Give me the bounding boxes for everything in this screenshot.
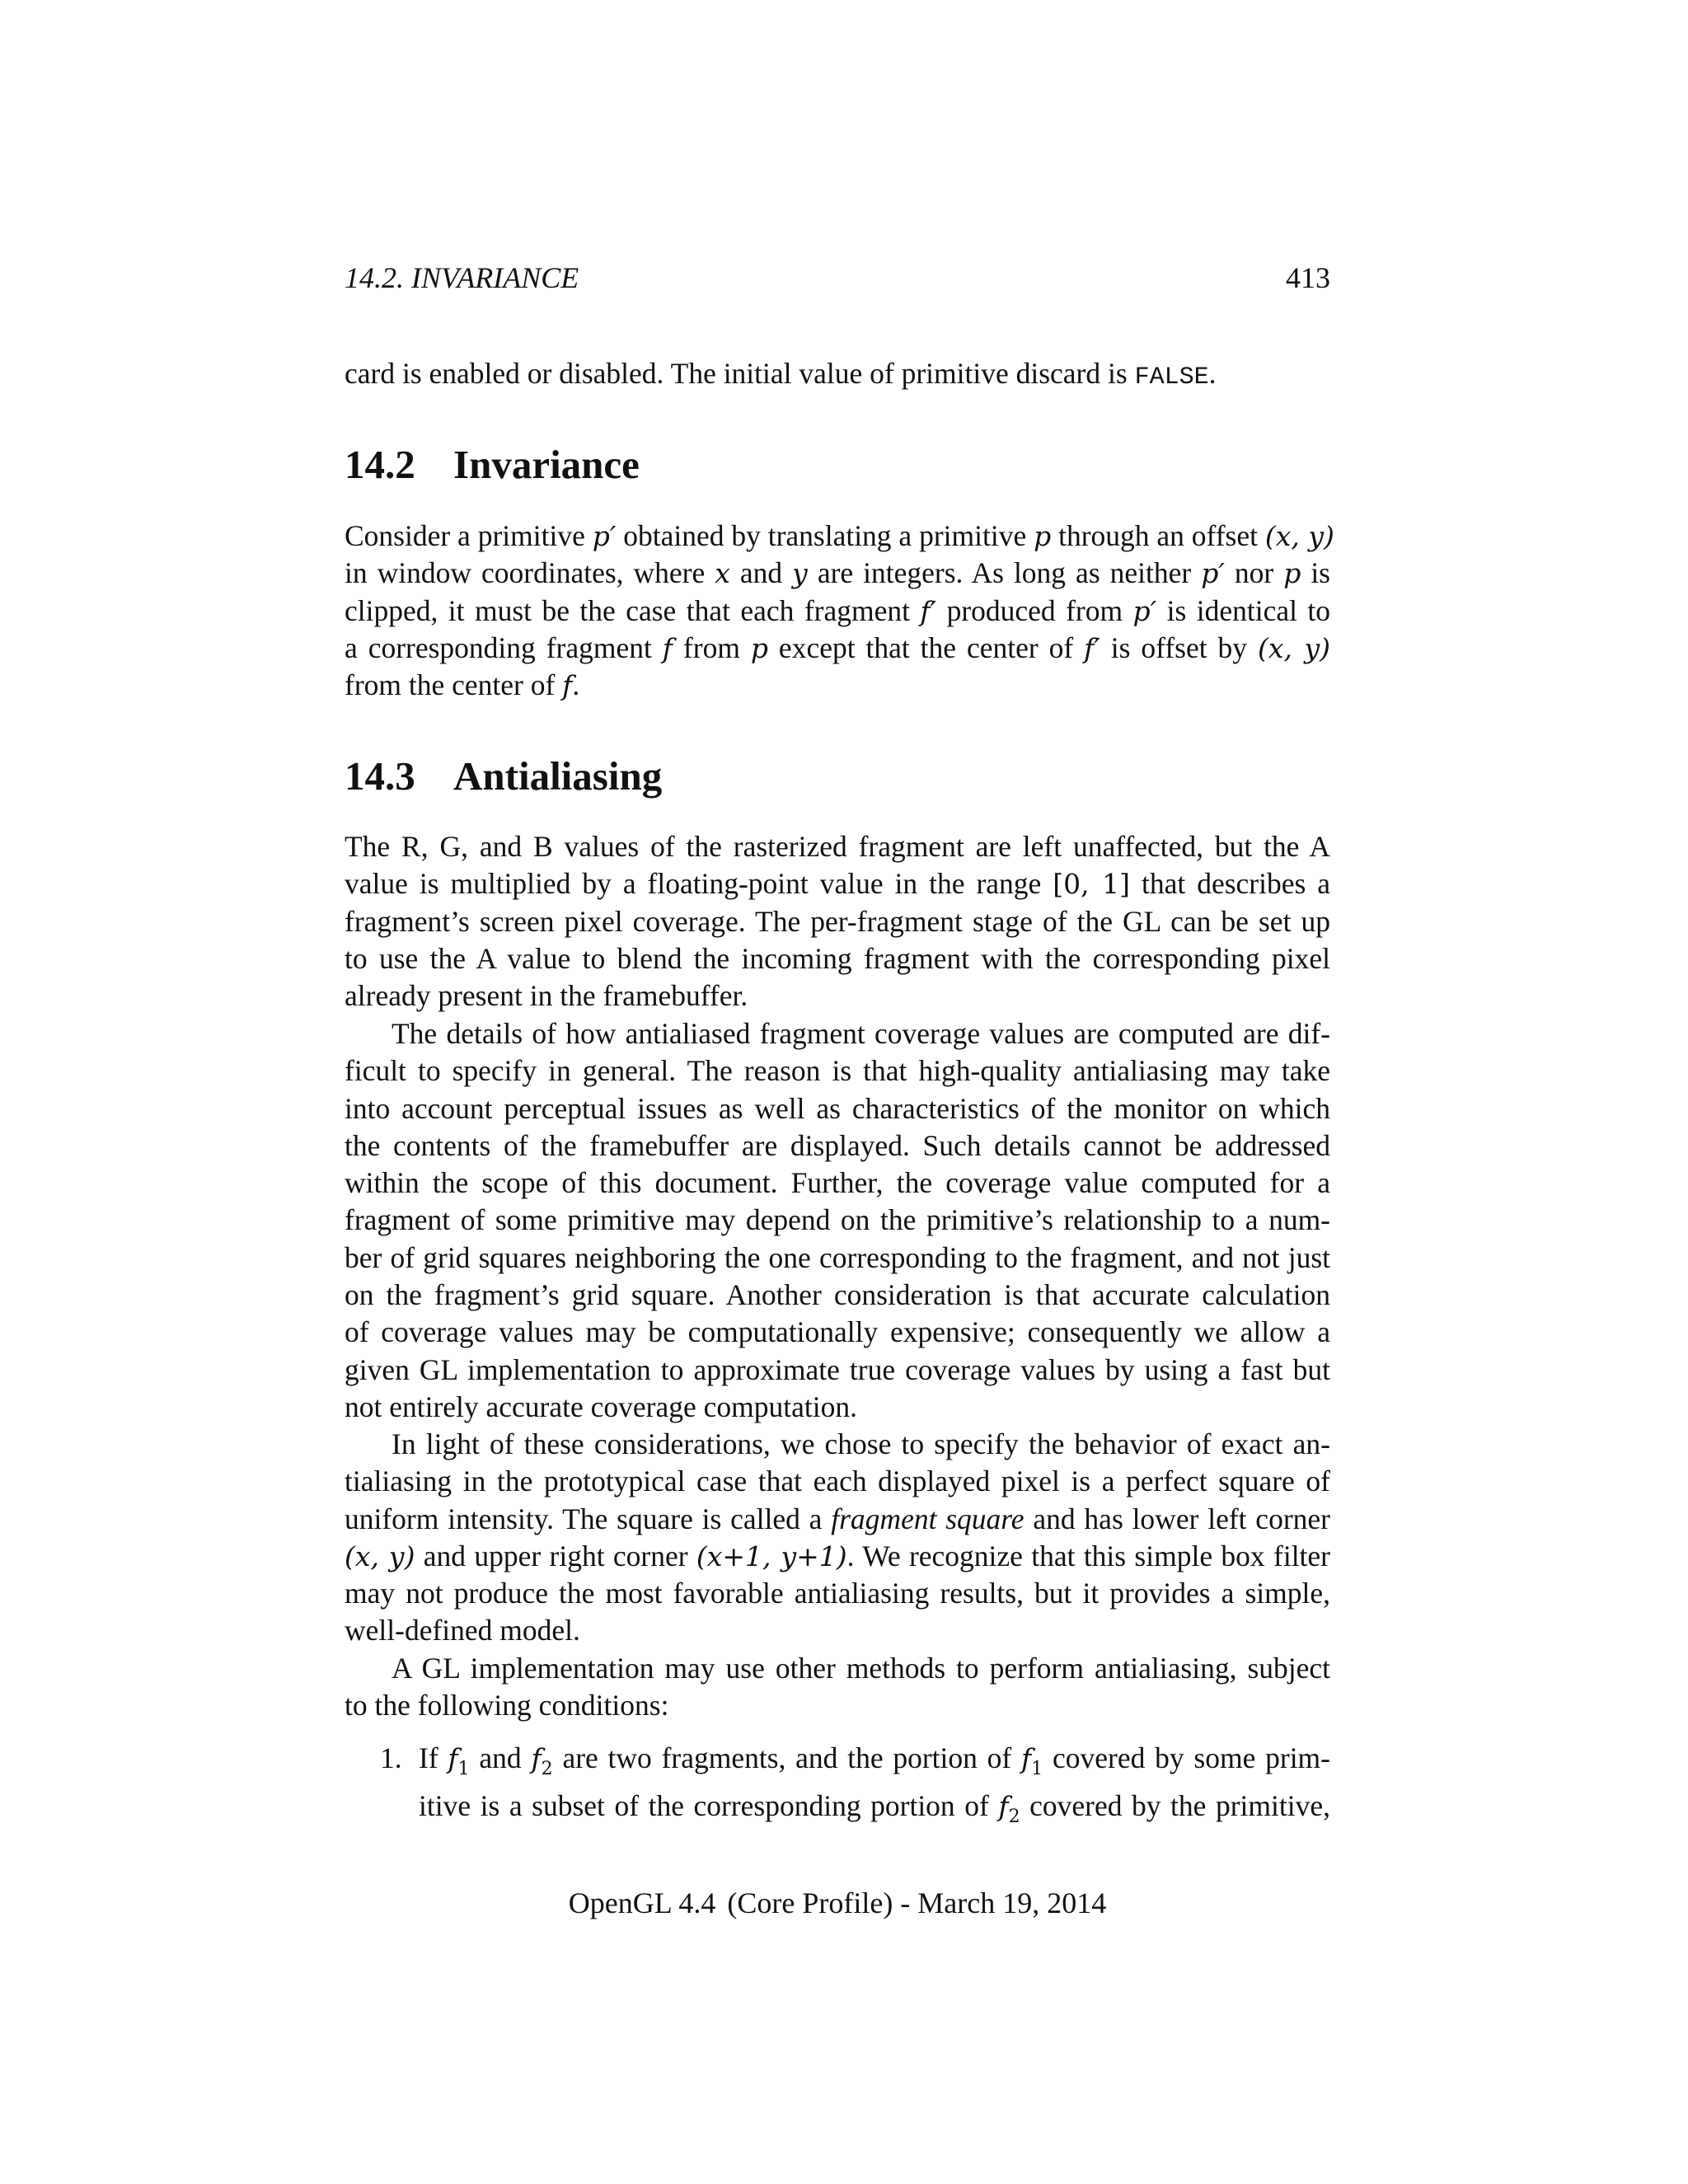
document-page xyxy=(345,0,1334,2184)
section-heading-invariance xyxy=(345,440,640,490)
page-footer xyxy=(345,1882,1330,1924)
intro-paragraph xyxy=(345,355,1330,396)
antialiasing-paragraph-3: In light of these considerations, we chose to specify the behavior of exact an- tialiasing in the prototypical case that each displayed pixel is a perfect square of uniform intensity. The square is called a fragment square and has lower left corner (x, y) and upper right corner (x+1, y+1). We recognize that this simple box filter may not produce the most favorable antialiasing results, but it provides a simple, well-defined model. xyxy=(345,1427,1331,1647)
section-number: 14.2 xyxy=(345,442,415,487)
footer-spec-version: OpenGL 4.4 xyxy=(568,1886,716,1919)
footer-date: (Core Profile) - March 19, 2014 xyxy=(727,1886,1107,1919)
list-item: If $f_1$ and $f_2$ are two fragments, and the portion of $f_1$ covered by some prim- itive is a subset of the corresponding portion of $f_2$ covered by the primitive, xyxy=(419,1741,1330,1828)
section-heading-antialiasing xyxy=(345,752,662,801)
list-marker: 1. xyxy=(380,1741,402,1774)
intro-period: . xyxy=(1208,357,1217,390)
section-number: 14.3 xyxy=(345,753,415,799)
term-fragment-square: fragment square xyxy=(831,1502,1025,1535)
section-title: Invariance xyxy=(453,442,640,487)
header-section-title: 14.2. INVARIANCE xyxy=(345,261,579,294)
antialiasing-paragraph-1: The R, G, and B values of the rasterized fragment are left unaffected, but the A value is multiplied by a floating-point value in the range [0, 1] that describes a fragment’s screen pixel coverage. The per-fragment stage of the GL can be set up to use the A value to blend the incoming fragment with the corresponding pixel already present in the framebuffer. xyxy=(345,830,1330,1013)
intro-text: card is enabled or disabled. The initial value of primitive discard is xyxy=(345,357,1135,390)
antialiasing-paragraph-2: The details of how antialiased fragment coverage values are computed are dif- ficult to specify in general. The reason is that high-quality antialiasing may take into account perceptual issues as well as characteristics of the monitor on which the contents of the framebuffer are displayed. Such details cannot be addressed within the scope of this document. Further, the coverage value computed for a fragment of some primitive may depend on the primitive’s relationship to a num- ber of grid squares neighboring the one corresponding to the fragment, and not just on the fragment’s grid square. Another consideration is that accurate calculation of coverage values may be computationally expensive; consequently we allow a given GL implementation to approximate true coverage values by using a fast but not entirely accurate coverage computation. xyxy=(345,1017,1330,1423)
antialiasing-paragraph-4: A GL implementation may use other methods to perform antialiasing, subject to the following conditions: xyxy=(345,1652,1330,1722)
invariance-paragraph: Consider a primitive p′ obtained by translating a primitive p through an offset (x, y) in window coordinates, where x and y are integers. As long as neither p′ nor p is clipped, it must be the case that each fragment f′ produced from p′ is identical to a corresponding fragment f from p except that the center of f′ is offset by (x, y) from the center of f. xyxy=(345,519,1334,702)
code-false: FALSE xyxy=(1134,363,1209,391)
section-title: Antialiasing xyxy=(453,753,663,799)
running-header xyxy=(345,257,1330,298)
header-page-number: 413 xyxy=(1286,261,1330,294)
